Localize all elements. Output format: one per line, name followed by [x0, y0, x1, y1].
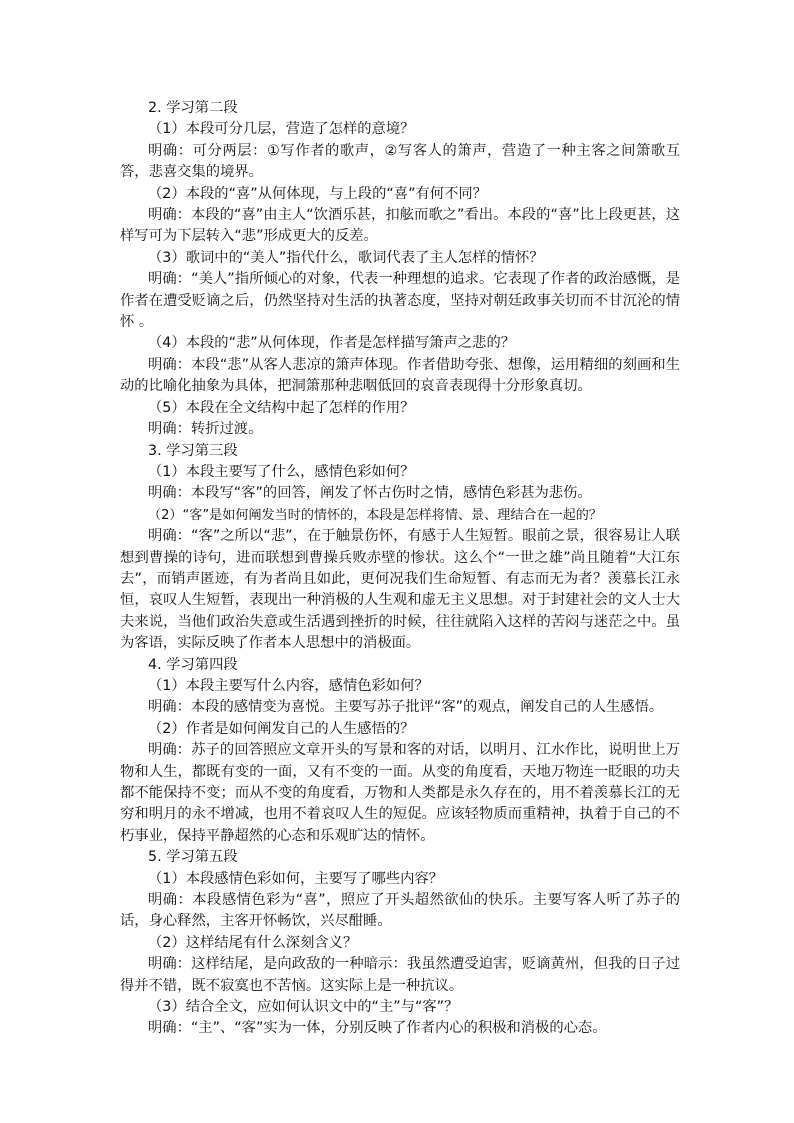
document-body	[120, 98, 680, 1040]
question-text: （4）本段的“悲”从何体现，作者是怎样描写箫声之悲的？	[148, 335, 516, 352]
answer-text: 明确：本段的感情变为喜悦。主要写苏子批评“客”的观点，阐发自己的人生感悟。	[148, 699, 664, 716]
section-heading: 2. 学习第二段	[148, 100, 238, 116]
answer-text: 明确：本段的“喜”由主人“饮酒乐甚，扣舷而歌之”看出。本段的“喜”比上段更甚，这样写可为下层转入“悲”形成更大的反差。	[120, 207, 680, 245]
section-heading: 3. 学习第三段	[148, 442, 238, 459]
question-text: （3）结合全文，应如何认识文中的“主”与“客”？	[148, 999, 459, 1016]
answer-text: 明确：本段感情色彩为“喜”，照应了开头超然欲仙的快乐。主要写客人听了苏子的话，身心释然，主客开怀畅饮，兴尽酣睡。	[120, 892, 680, 930]
answer-text: 明确：本段“悲”从客人悲凉的箫声体现。作者借助夸张、想像，运用精细的刻画和生动的比喻化抽象为具体，把洞箫那种悲咽低回的哀音表现得十分形象真切。	[120, 356, 680, 395]
answer-text: 明确：本段写“客”的回答，阐发了怀古伤时之情，感情色彩甚为悲伤。	[148, 485, 592, 502]
answer-text: 明确：可分两层：①写作者的歌声，②写客人的箫声，营造了一种主客之间箫歌互答，悲喜交集的境界。	[120, 142, 680, 181]
answer-text: 明确：转折过渡。	[148, 421, 263, 438]
answer-text: 明确：“美人”指所倾心的对象，代表一种理想的追求。它表现了作者的政治感慨，是作者在遭受贬谪之后，仍然坚持对生活的执著态度，坚持对朝廷政事关切而不甘沉沦的情怀 。	[120, 271, 680, 331]
answer-text: 明确：“客”之所以“悲”，在于触景伤怀，有感于人生短暂。眼前之景，很容易让人联想到曹操的诗句，进而联想到曹操兵败赤壁的惨状。这么个“一世之雄”尚且随着“大江东去”，而销声匿迹，有为者尚且如此，更何况我们生命短暂、有志而无为者？羡慕长江永恒，哀叹人生短暂，表现出一种消极的人生观和虚无主义思想。对于封建社会的文人士大夫来说，当他们政治失意或生活遇到挫折的时候，往往就陷入这样的苦闷与迷茫之中。虽为客语，实际反映了作者本人思想中的消极面。	[120, 528, 680, 652]
answer-text: 明确：“主”、“客”实为一体，分别反映了作者内心的积极和消极的心态。	[148, 1020, 607, 1037]
question-text: （3）歌词中的“美人”指代什么，歌词代表了主人怎样的情怀？	[148, 249, 544, 266]
answer-text: 明确：苏子的回答照应文章开头的写景和客的对话，以明月、江水作比，说明世上万物和人生，都既有变的一面，又有不变的一面。从变的角度看，天地万物连一眨眼的功夫都不能保持不变；而从不变的角度看，万物和人类都是永久存在的，用不着羡慕长江的无穷和明月的永不增减，也用不着哀叹人生的短促。应该轻物质而重精神，执着于自己的不朽事业，保持平静超然的心态和乐观旷达的情怀。	[120, 742, 680, 844]
section-heading: 5. 学习第五段	[148, 849, 238, 866]
question-text: （1）本段感情色彩如何，主要写了哪些内容？	[148, 870, 444, 887]
question-text: （1）本段主要写什么内容，感情色彩如何？	[148, 677, 429, 694]
question-text: （2）作者是如何阐发自己的人生感悟的？	[148, 720, 415, 737]
section-heading: 4. 学习第四段	[148, 656, 238, 673]
question-text: （2）本段的“喜”从何体现，与上段的“喜”有何不同？	[148, 185, 487, 202]
question-text: （5）本段在全文结构中起了怎样的作用？	[148, 399, 415, 416]
question-text: （2）“客”是如何阐发当时的情怀的，本段是怎样将情、景、理结合在一起的？	[148, 507, 602, 523]
answer-text: 明确：这样结尾，是向政敌的一种暗示：我虽然遭受迫害，贬谪黄州，但我的日子过得并不错，既不寂寞也不苦恼。这实际上是一种抗议。	[120, 956, 680, 994]
question-text: （1）本段可分几层，营造了怎样的意境？	[148, 121, 415, 138]
question-text: （1）本段主要写了什么，感情色彩如何？	[148, 463, 415, 480]
question-text: （2）这样结尾有什么深刻含义？	[148, 934, 358, 951]
